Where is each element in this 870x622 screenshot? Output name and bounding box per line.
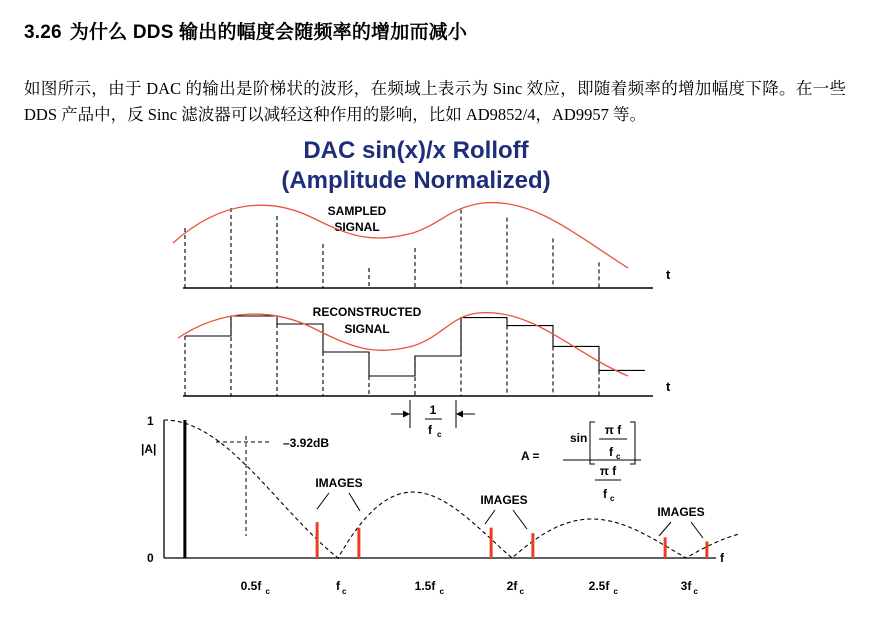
images-label-2: IMAGES — [480, 493, 528, 507]
formula-inner-den: f — [609, 445, 613, 459]
x-tick-subscript: c — [439, 587, 444, 596]
x-tick-subscript: c — [613, 587, 618, 596]
formula-denominator-num: π f — [599, 464, 617, 478]
x-tick-subscript: c — [265, 587, 270, 596]
period-arrowhead-left — [403, 411, 410, 418]
images-arrow-2b — [513, 510, 527, 529]
sampled-label-line2: SIGNAL — [334, 220, 380, 234]
formula-sin: sin — [570, 431, 588, 445]
section-number: 3.26 — [24, 22, 62, 43]
x-tick-label: 2.5f — [588, 579, 610, 593]
sinc-formula — [521, 422, 641, 503]
formula-denominator-den: f — [603, 487, 607, 501]
formula-bracket-right — [630, 422, 635, 464]
section-title: 为什么 DDS 输出的幅度会随频率的增加而减小 — [69, 22, 468, 43]
formula-bracket-left — [590, 422, 595, 464]
x-axis-label: f — [720, 551, 724, 565]
db-label: –3.92dB — [283, 436, 330, 450]
sampled-t-label: t — [666, 267, 671, 282]
formula-inner-den-sub: c — [616, 452, 621, 461]
x-tick-subscript: c — [342, 587, 347, 596]
x-tick-label: 2f — [506, 579, 518, 593]
y-tick-0: 0 — [147, 551, 154, 565]
recon-label-line2: SIGNAL — [344, 322, 390, 336]
images-arrow-1b — [349, 493, 360, 511]
recon-signal-curve — [178, 313, 628, 376]
body-paragraph: 如图所示，由于 DAC 的输出是阶梯状的波形，在频域上表示为 Sinc 效应，即随着频率的增加幅度下降。在一些 DDS 产品中，反 Sinc 滤波器可以减轻这种作用的影响，比如 AD9852/4，AD9957 等。 — [24, 79, 846, 124]
period-numerator: 1 — [429, 403, 437, 417]
sampled-signal-panel — [173, 203, 671, 288]
images-label-3: IMAGES — [657, 505, 705, 519]
formula-lhs: A = — [521, 449, 540, 463]
period-arrowhead-right — [456, 411, 463, 418]
figure-title-line2: (Amplitude Normalized) — [281, 167, 551, 194]
x-tick-subscript: c — [519, 587, 524, 596]
x-tick-subscript: c — [693, 587, 698, 596]
recon-label-line1: RECONSTRUCTED — [312, 305, 422, 319]
figure-title-line1: DAC sin(x)/x Rolloff — [303, 138, 529, 164]
dac-rolloff-figure — [133, 138, 753, 608]
x-tick-label: 3f — [680, 579, 692, 593]
section-heading — [24, 17, 467, 44]
recon-t-label: t — [666, 379, 671, 394]
reconstructed-staircase — [185, 316, 645, 376]
x-tick-label: 1.5f — [414, 579, 436, 593]
formula-denominator-den-sub: c — [610, 494, 615, 503]
images-arrow-1a — [317, 493, 329, 509]
x-tick-label: 0.5f — [240, 579, 262, 593]
images-arrow-3a — [659, 522, 671, 536]
y-axis-label: |A| — [141, 442, 157, 456]
period-denominator: f — [428, 423, 432, 437]
reconstructed-signal-panel — [178, 305, 671, 396]
sampled-signal-curve — [173, 203, 628, 268]
images-arrow-2a — [485, 510, 495, 524]
y-tick-1: 1 — [147, 414, 154, 428]
figure-svg — [133, 138, 753, 608]
period-subscript: c — [437, 430, 442, 439]
frequency-response-chart — [141, 414, 738, 596]
images-label-1: IMAGES — [315, 476, 363, 490]
period-marker — [391, 400, 475, 439]
formula-inner-num: π f — [604, 423, 622, 437]
images-arrow-3b — [691, 522, 703, 538]
sinc-envelope — [164, 420, 738, 558]
x-tick-label: f — [336, 579, 340, 593]
sampled-label-line1: SAMPLED — [327, 204, 387, 218]
